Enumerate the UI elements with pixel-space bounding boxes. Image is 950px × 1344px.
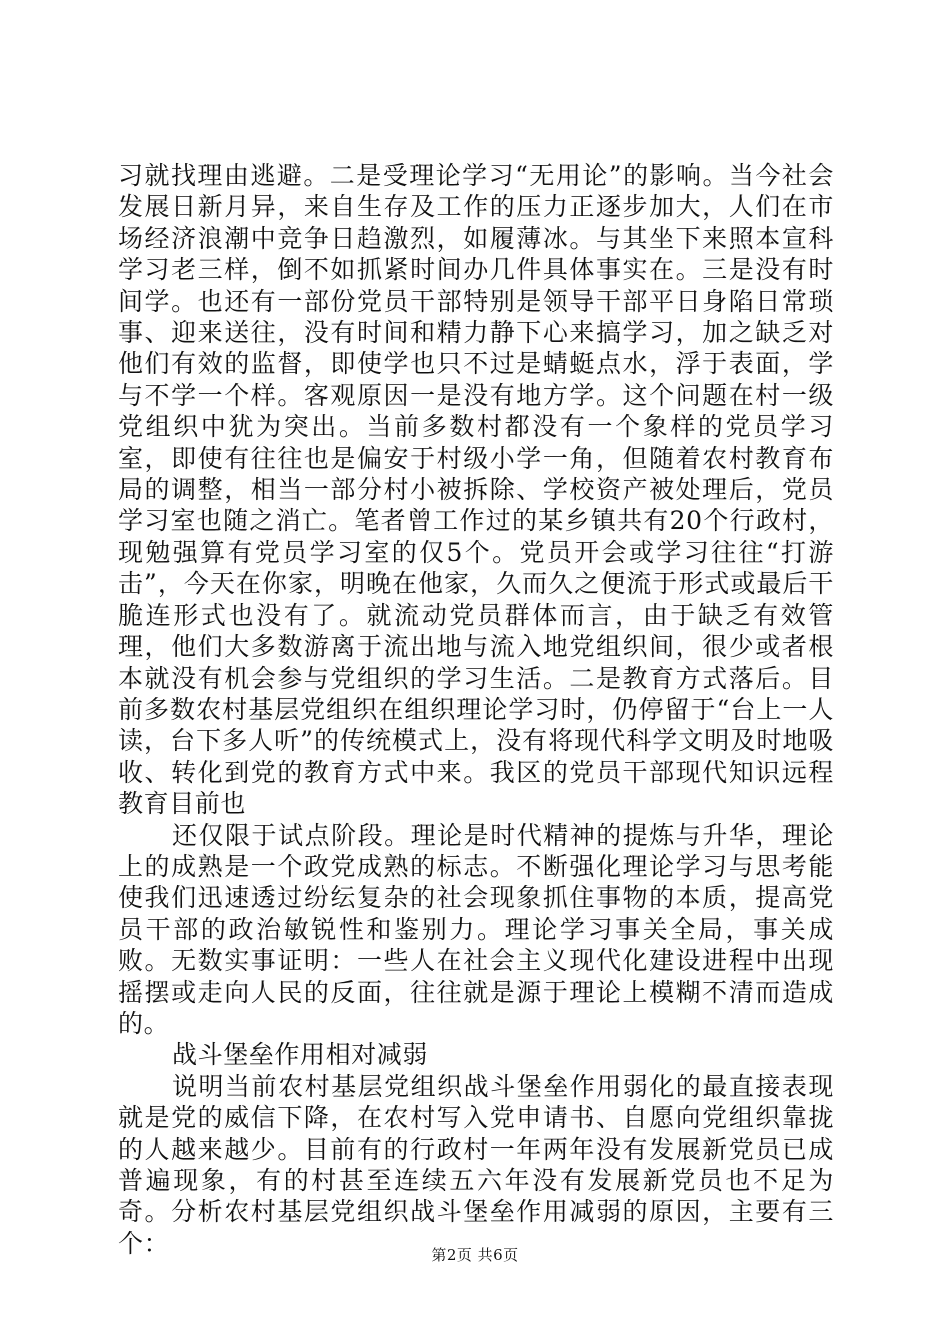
page-number-footer: 第2页 共6页	[431, 1246, 519, 1264]
paragraph-3: 说明当前农村基层党组织战斗堡垒作用弱化的最直接表现就是党的威信下降，在农村写入党申请书、自愿向党组织靠拢的人越来越少。目前有的行政村一年两年没有发展新党员已成普遍现象，有的村甚至连续五六年没有发展新党员也不足为奇。分析农村基层党组织战斗堡垒作用减弱的原因，主要有三个：	[118, 1071, 834, 1258]
section-heading: 战斗堡垒作用相对减弱	[172, 1040, 429, 1070]
paragraph-2: 还仅限于试点阶段。理论是时代精神的提炼与升华，理论上的成熟是一个政党成熟的标志。不断强化理论学习与思考能使我们迅速透过纷纭复杂的社会现象抓住事物的本质，提高党员干部的政治敏锐性和鉴别力。理论学习事关全局，事关成败。无数实事证明：一些人在社会主义现代化建设进程中出现摇摆或走向人民的反面，往往就是源于理论上模糊不清而造成的。	[118, 820, 834, 1038]
document-body	[118, 160, 834, 1259]
paragraph-1: 习就找理由逃避。二是受理论学习“无用论”的影响。当今社会发展日新月异，来自生存及工作的压力正逐步加大，人们在市场经济浪潮中竞争日趋激烈，如履薄冰。与其坐下来照本宣科学习老三样，倒不如抓紧时间办几件具体事实在。三是没有时间学。也还有一部份党员干部特别是领导干部平日身陷日常琐事、迎来送往，没有时间和精力静下心来搞学习，加之缺乏对他们有效的监督，即使学也只不过是蜻蜓点水，浮于表面，学与不学一个样。客观原因一是没有地方学。这个问题在村一级党组织中犹为突出。当前多数村都没有一个象样的党员学习室，即使有往往也是偏安于村级小学一角，但随着农村教育布局的调整，相当一部分村小被拆除、学校资产被处理后，党员学习室也随之消亡。笔者曾工作过的某乡镇共有20个行政村，现勉强算有党员学习室的仅5个。党员开会或学习往往“打游击”，今天在你家，明晚在他家，久而久之便流于形式或最后干脆连形式也没有了。就流动党员群体而言，由于缺乏有效管理，他们大多数游离于流出地与流入地党组织间，很少或者根本就没有机会参与党组织的学习生活。二是教育方式落后。目前多数农村基层党组织在组织理论学习时，仍停留于“台上一人读，台下多人听”的传统模式上，没有将现代科学文明及时地吸收、转化到党的教育方式中来。我区的党员干部现代知识远程教育目前也	[118, 161, 834, 819]
